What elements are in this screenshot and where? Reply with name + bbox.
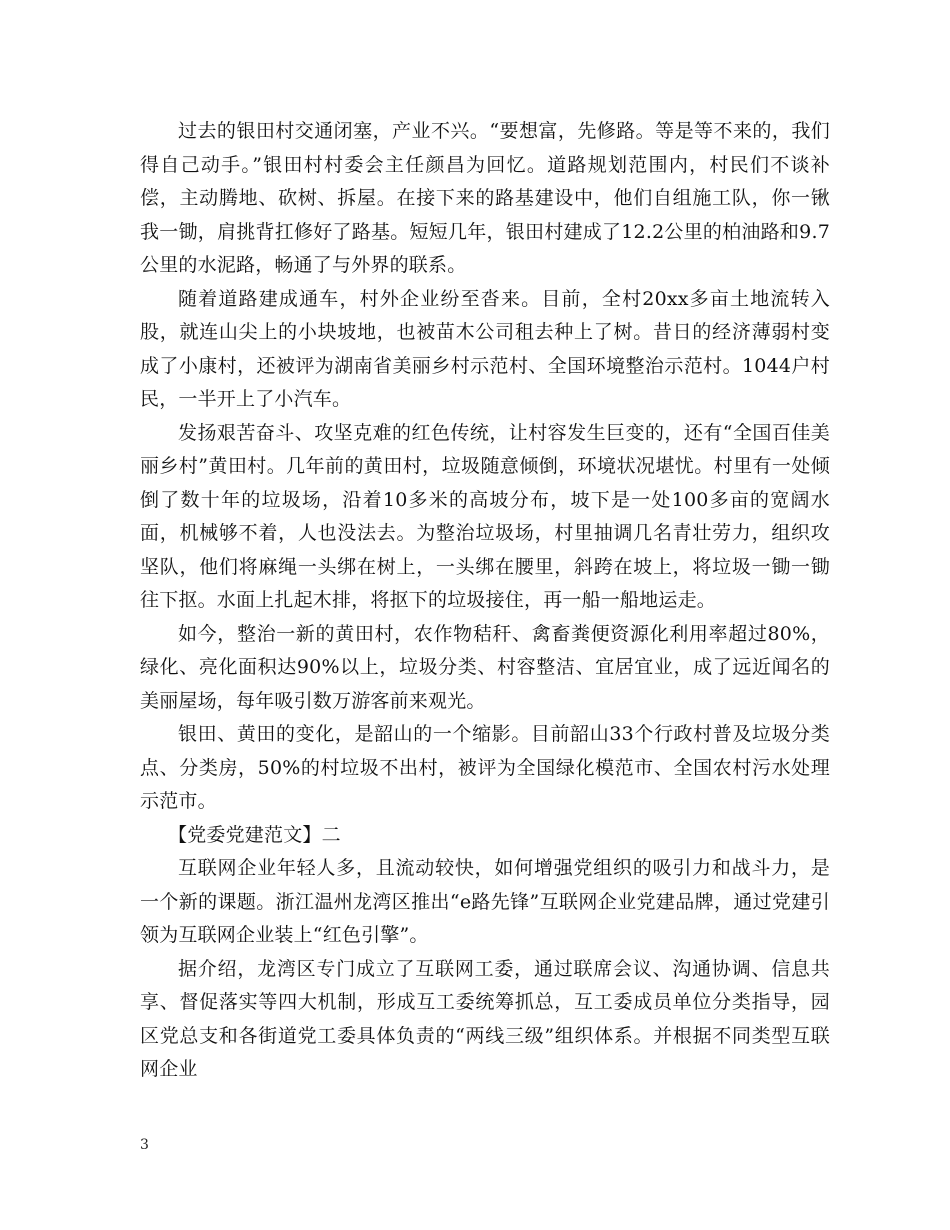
paragraph-yintian-road: 过去的银田村交通闭塞，产业不兴。“要想富，先修路。等是等不来的，我们得自己动手。”银田村村委会主任颜昌为回忆。道路规划范围内，村民们不谈补偿，主动腾地、砍树、拆屋。在接下来的路基建设中，他们自组施工队，你一锹我一锄，肩挑背扛修好了路基。短短几年，银田村建成了12.2公里的柏油路和9.7公里的水泥路，畅通了与外界的联系。	[140, 120, 830, 276]
paragraph-yintian-development: 随着道路建成通车，村外企业纷至沓来。目前，全村20xx多亩土地流转入股，就连山尖上的小块坡地，也被苗木公司租去种上了树。昔日的经济薄弱村变成了小康村，还被评为湖南省美丽乡村示范村、全国环境整治示范村。1044户村民，一半开上了小汽车。	[140, 287, 830, 410]
paragraph-longwan-mechanism: 据介绍，龙湾区专门成立了互联网工委，通过联席会议、沟通协调、信息共享、督促落实等四大机制，形成互工委统筹抓总，互工委成员单位分类指导，园区党总支和各街道党工委具体负责的“两线三级”组织体系。并根据不同类型互联网企业	[140, 957, 830, 1080]
paragraph-internet-party-building: 互联网企业年轻人多，且流动较快，如何增强党组织的吸引力和战斗力，是一个新的课题。浙江温州龙湾区推出“e路先锋”互联网企业党建品牌，通过党建引领为互联网企业装上“红色引擎”。	[140, 857, 830, 946]
paragraph-shaoshan-summary: 银田、黄田的变化，是韶山的一个缩影。目前韶山33个行政村普及垃圾分类点、分类房，50%的村垃圾不出村，被评为全国绿化模范市、全国农村污水处理示范市。	[140, 723, 830, 812]
page-number: 3	[140, 1137, 149, 1153]
paragraph-huangtian-cleanup: 发扬艰苦奋斗、攻坚克难的红色传统，让村容发生巨变的，还有“全国百佳美丽乡村”黄田村。几年前的黄田村，垃圾随意倾倒，环境状况堪忧。村里有一处倾倒了数十年的垃圾场，沿着10多米的高坡分布，坡下是一处100多亩的宽阔水面，机械够不着，人也没法去。为整治垃圾场，村里抽调几名青壮劳力，组织攻坚队，他们将麻绳一头绑在树上，一头绑在腰里，斜跨在坡上，将垃圾一锄一锄往下抠。水面上扎起木排，将抠下的垃圾接住，再一船一船地运走。	[140, 421, 830, 611]
document-body	[140, 115, 830, 1087]
section-heading: 【党委党建范文】二	[168, 823, 341, 846]
paragraph-huangtian-today: 如今，整治一新的黄田村，农作物秸秆、禽畜粪便资源化利用率超过80%，绿化、亮化面积达90%以上，垃圾分类、村容整洁、宜居宜业，成了远近闻名的美丽屋场，每年吸引数万游客前来观光。	[140, 622, 830, 712]
